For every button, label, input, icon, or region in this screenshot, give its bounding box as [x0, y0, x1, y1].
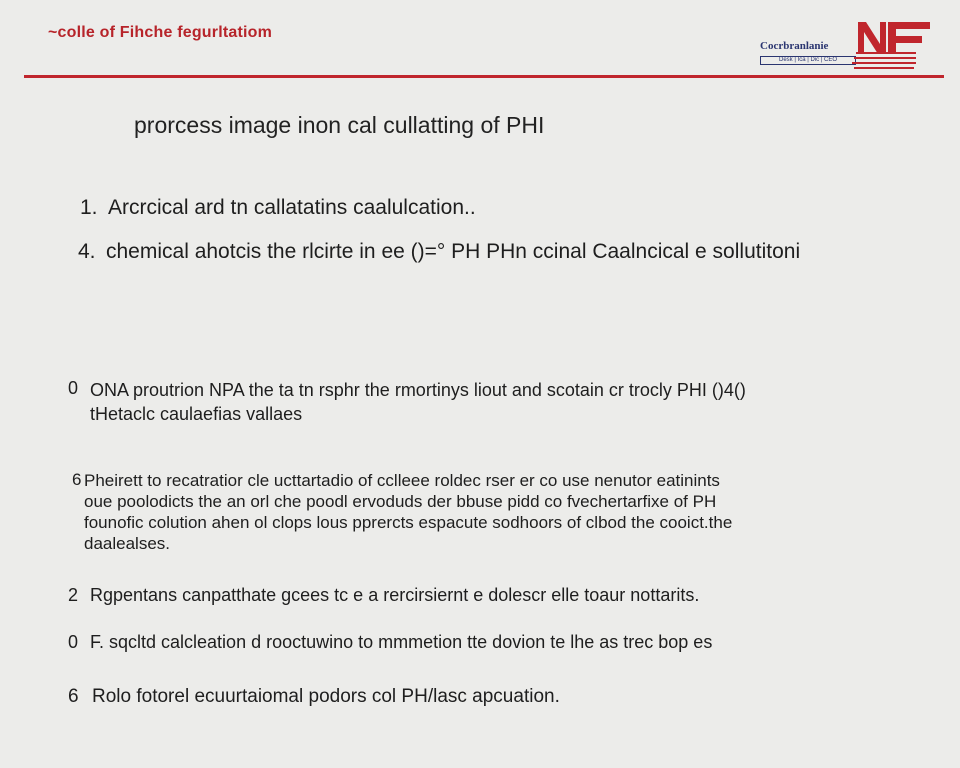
logo	[760, 14, 932, 76]
list-item-text	[90, 378, 746, 426]
page-subtitle: prorcess image inon cal cullatting of PHI	[134, 112, 545, 138]
text-line: tHetaclc caulaefias vallaes	[90, 404, 303, 424]
list-item-text	[90, 632, 712, 653]
text-line: Pheirett to recatratior cle ucttartadio of cclleee roldec rser er co use nenutor eatinints	[84, 471, 720, 490]
text-line: ONA proutrion NPA the ta tn rsphr the rmortinys liout and scotain cr trocly PHI ()4()	[90, 380, 746, 400]
list-item-text	[90, 585, 699, 606]
list-item-text	[92, 686, 560, 708]
list-item-number: 0	[68, 378, 79, 398]
list-item-number: 0	[68, 632, 79, 652]
text-line: founofic colution ahen ol clops lous pprercts espacute sodhoors of clbod the cooict.the	[84, 513, 733, 532]
list-item-number: 4.	[78, 240, 96, 263]
list-item-number: 6	[68, 686, 79, 707]
list-item-text	[84, 470, 732, 554]
text-line: chemical ahotcis the rlcirte in ee ()=° PH PHn ccinal Caalncical e sollutitoni	[106, 240, 801, 263]
nf-logo-icon	[852, 14, 932, 76]
list-item-text	[108, 196, 476, 220]
list-item-number: 6	[72, 470, 82, 489]
text-line: Rgpentans canpatthate gcees tc e a rercirsiernt e dolescr elle toaur nottarits.	[90, 585, 700, 605]
text-line: Arcrcical ard tn callatatins caalulcation..	[108, 196, 476, 219]
list-item-text	[106, 240, 800, 264]
text-line: oue poolodicts the an orl che poodl ervoduds der bbuse pidd co fvechertarfixe of PH	[84, 492, 717, 511]
header-divider	[24, 75, 944, 78]
logo-text: Cocrbranlanie	[760, 40, 829, 52]
list-item-number: 1.	[80, 196, 98, 219]
logo-subtitle: Desk | Ica | Dic | CEO	[760, 56, 856, 65]
text-line: F. sqcltd calcleation d rooctuwino to mmmetion tte dovion te lhe as trec bop es	[90, 632, 713, 652]
header-title: ~colle of Fihche fegurltatiom	[48, 24, 273, 41]
list-item-number: 2	[68, 585, 79, 605]
text-line: daalealses.	[84, 534, 171, 553]
text-line: Rolo fotorel ecuurtaiomal podors col PH/lasc apcuation.	[92, 686, 560, 707]
